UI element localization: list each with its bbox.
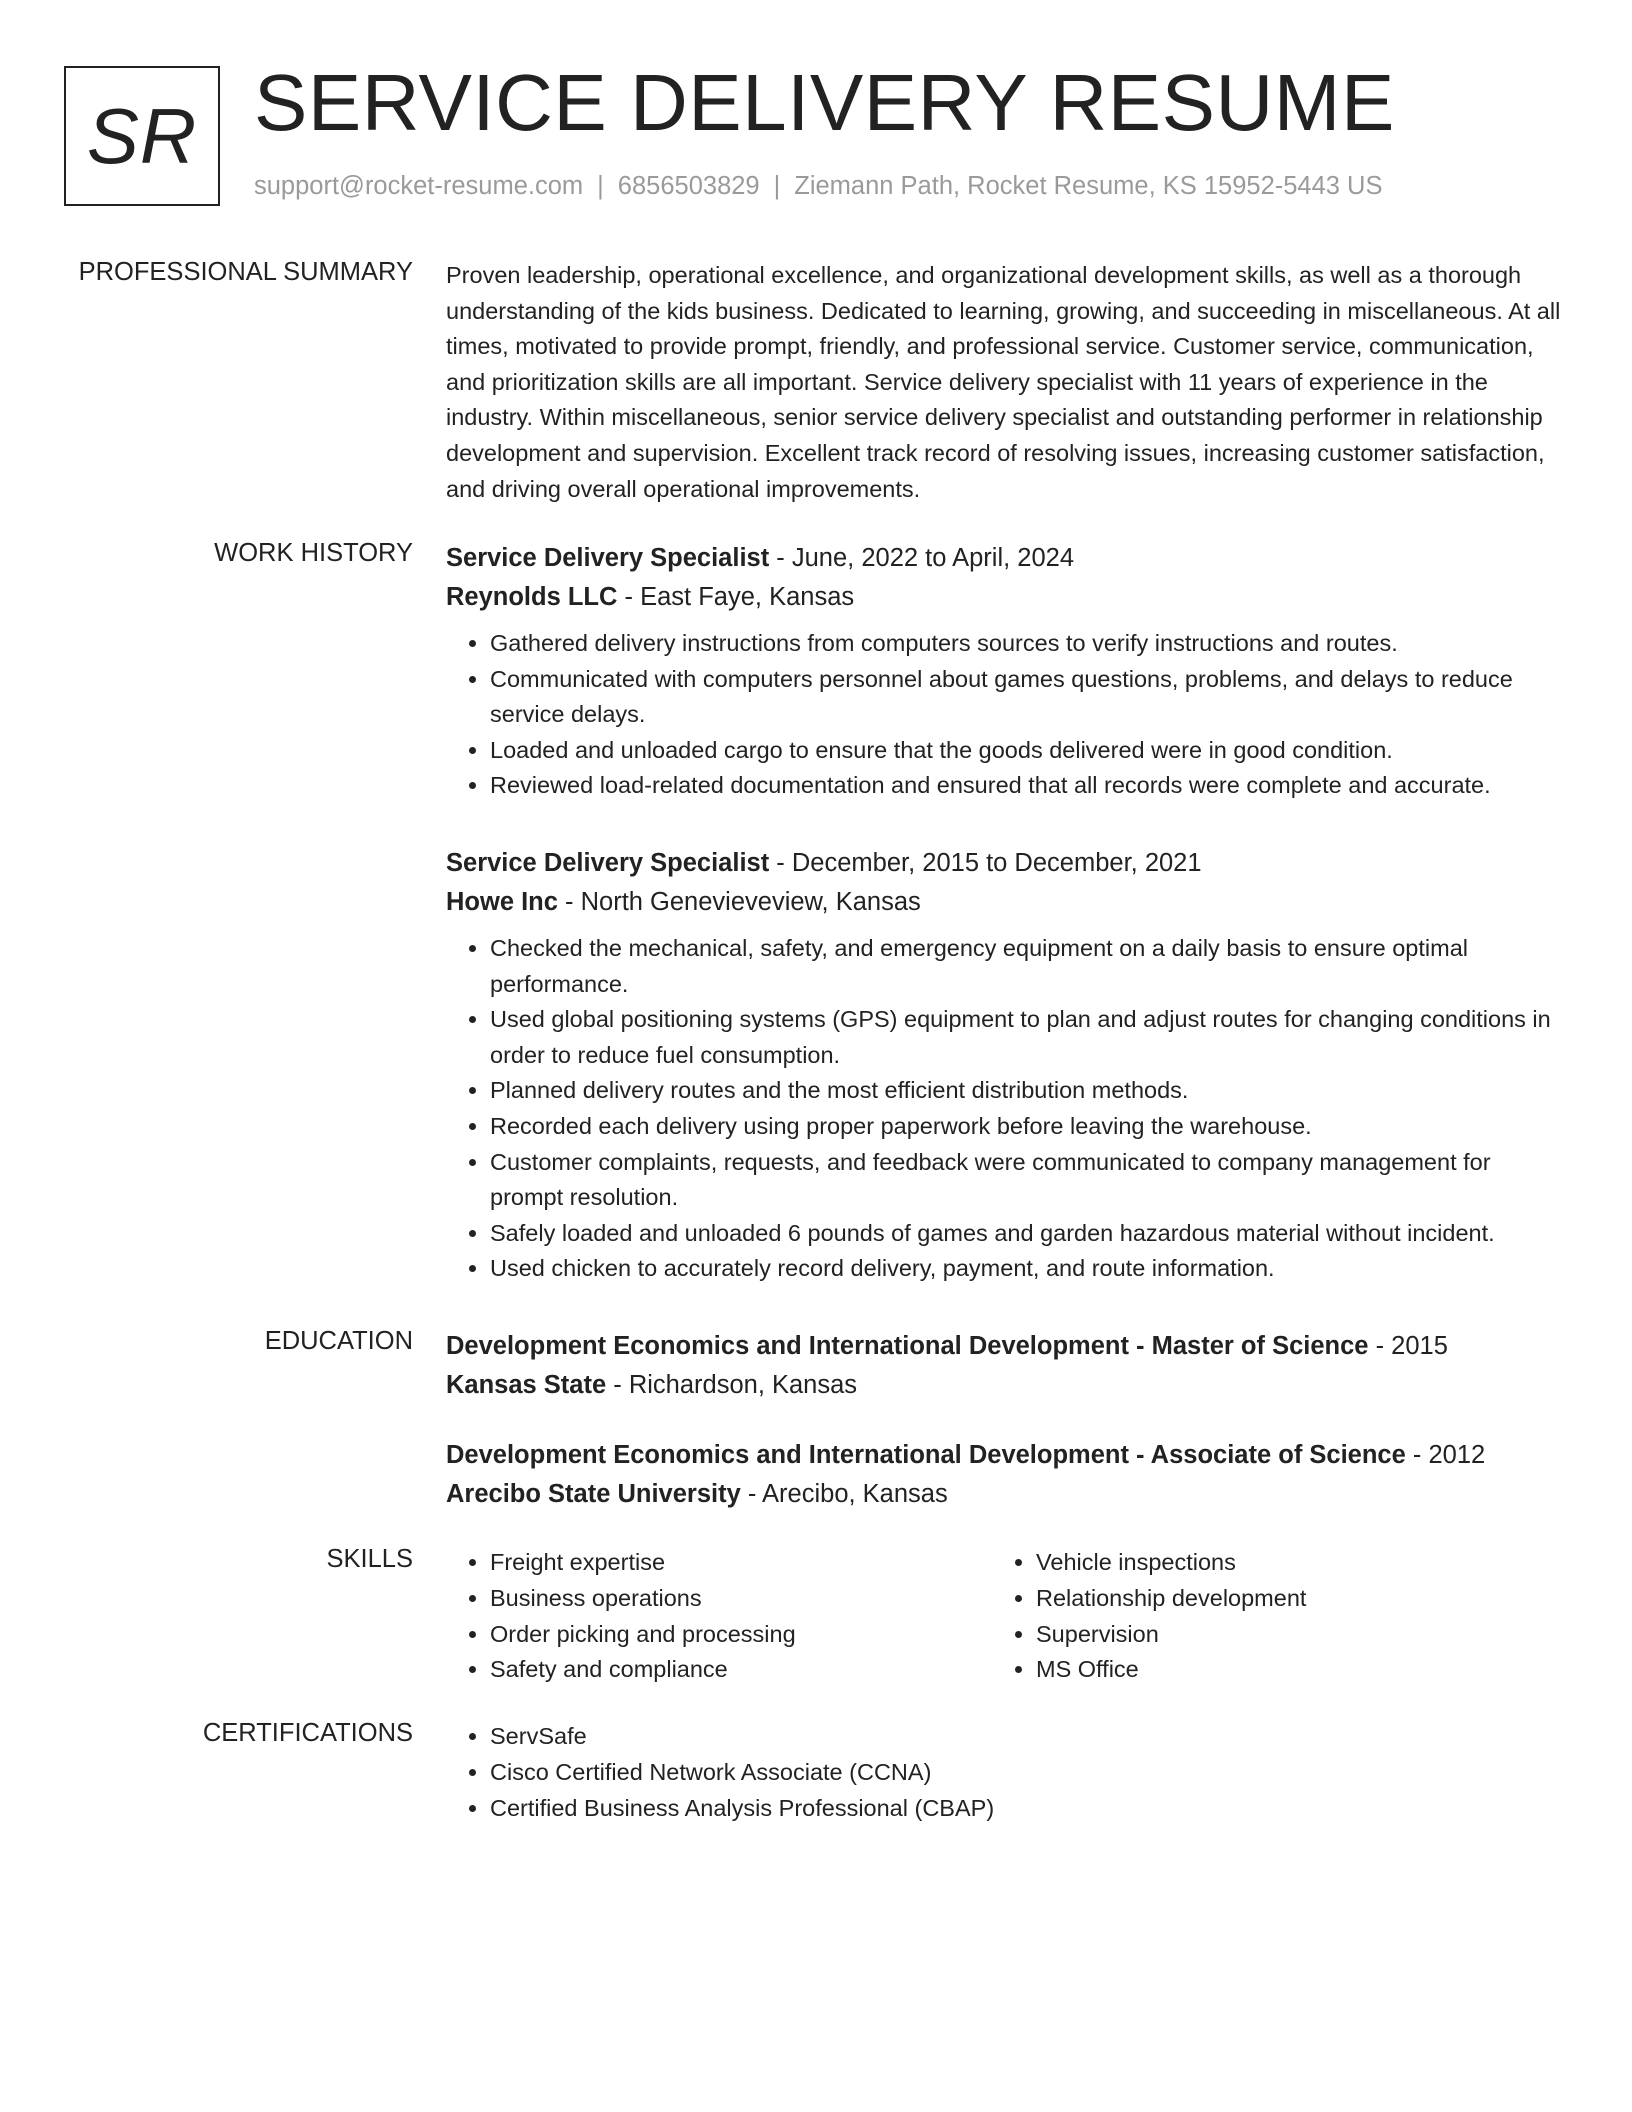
degree-name: Development Economics and International Development - Associate of Science [446,1441,1406,1469]
job-title-line [446,539,1562,578]
skills-column-right [992,1545,1306,1688]
list-item: • Communicated with computers personnel about games questions, problems, and delays to reduce service delays. [490,662,1562,733]
summary-content [446,258,1562,507]
job-title: Service Delivery Specialist [446,544,770,572]
job-company: Howe Inc [446,888,558,916]
job-dates: - December, 2015 to December, 2021 [769,849,1202,877]
section-label-certifications: CERTIFICATIONS [202,1719,413,1747]
degree-line [446,1436,1562,1475]
job-entry [446,844,1562,1287]
job-location: - North Genevieveview, Kansas [557,888,921,916]
degree-year: - 2012 [1405,1441,1486,1469]
school-location: - Arecibo, Kansas [740,1480,948,1508]
job-company-line [446,883,1562,922]
school-location: - Richardson, Kansas [606,1371,858,1399]
section-label-education: EDUCATION [264,1327,413,1355]
list-item: • Planned delivery routes and the most efficient distribution methods. [490,1073,1562,1109]
summary-text: Proven leadership, operational excellence, and organizational development skills, as well as a thorough understanding of the kids business. Dedicated to learning, growing, and succeeding in miscellaneous. At all times, motivated to provide prompt, friendly, and professional service. Customer service, communication, and prioritization skills are all important. Service delivery specialist with 11 years of experience in the industry. Within miscellaneous, senior service delivery specialist and outstanding performer in relationship development and supervision. Excellent track record of resolving issues, increasing customer satisfaction, and driving overall operational improvements. [446,262,1561,502]
list-item: • Order picking and processing [490,1617,796,1653]
list-item: • Recorded each delivery using proper paperwork before leaving the warehouse. [490,1109,1562,1145]
list-item: • Loaded and unloaded cargo to ensure that the goods delivered were in good condition. [490,733,1562,769]
job-company-line [446,578,1562,617]
job-location: - East Faye, Kansas [617,583,855,611]
list-item: • ServSafe [490,1719,994,1755]
school-line [446,1366,1562,1405]
job-company: Reynolds LLC [446,583,618,611]
degree-name: Development Economics and International Development - Master of Science [446,1332,1369,1360]
job-bullets [446,626,1562,804]
list-item: • Gathered delivery instructions from computers sources to verify instructions and routes. [490,626,1562,662]
list-item: • Certified Business Analysis Professional (CBAP) [490,1791,994,1827]
job-title-line [446,844,1562,883]
list-item: • Checked the mechanical, safety, and emergency equipment on a daily basis to ensure optimal performance. [490,931,1562,1002]
contact-separator: | [773,172,781,200]
contact-email[interactable]: support@rocket-resume.com [254,172,584,200]
list-item: • Business operations [490,1581,796,1617]
degree-year: - 2015 [1368,1332,1448,1360]
contact-address: Ziemann Path, Rocket Resume, KS 15952-5443 US [794,172,1383,200]
list-item: • Relationship development [1036,1581,1306,1617]
school-line [446,1475,1562,1514]
job-dates: - June, 2022 to April, 2024 [769,544,1075,572]
list-item: • Supervision [1036,1617,1306,1653]
contact-phone[interactable]: 6856503829 [617,172,760,200]
list-item: • MS Office [1036,1652,1306,1688]
section-label-skills: SKILLS [326,1545,413,1573]
resume-title: SERVICE DELIVERY RESUME [254,58,1395,147]
school-name: Kansas State [446,1371,607,1399]
list-item: • Used global positioning systems (GPS) equipment to plan and adjust routes for changing conditions in order to reduce fuel consumption. [490,1002,1562,1073]
section-label-summary: PROFESSIONAL SUMMARY [78,258,413,286]
school-name: Arecibo State University [446,1480,741,1508]
list-item: • Cisco Certified Network Associate (CCNA) [490,1755,994,1791]
degree-line [446,1327,1562,1366]
list-item: • Safely loaded and unloaded 6 pounds of games and garden hazardous material without incident. [490,1216,1562,1252]
contact-line [254,172,1382,201]
job-entry [446,539,1562,804]
contact-separator: | [597,172,604,200]
certifications-list [446,1719,994,1826]
job-bullets [446,931,1562,1287]
education-entry [446,1327,1562,1405]
section-label-work-history: WORK HISTORY [214,539,413,567]
list-item: • Vehicle inspections [1036,1545,1306,1581]
list-item: • Safety and compliance [490,1652,796,1688]
education-entry [446,1436,1562,1514]
list-item: • Used chicken to accurately record delivery, payment, and route information. [490,1251,1562,1287]
job-title: Service Delivery Specialist [446,849,770,877]
list-item: • Reviewed load-related documentation and ensured that all records were complete and accurate. [490,768,1562,804]
monogram-logo: SR [64,66,220,206]
skills-column-left [446,1545,796,1688]
list-item: • Freight expertise [490,1545,796,1581]
list-item: • Customer complaints, requests, and feedback were communicated to company management for prompt resolution. [490,1145,1562,1216]
